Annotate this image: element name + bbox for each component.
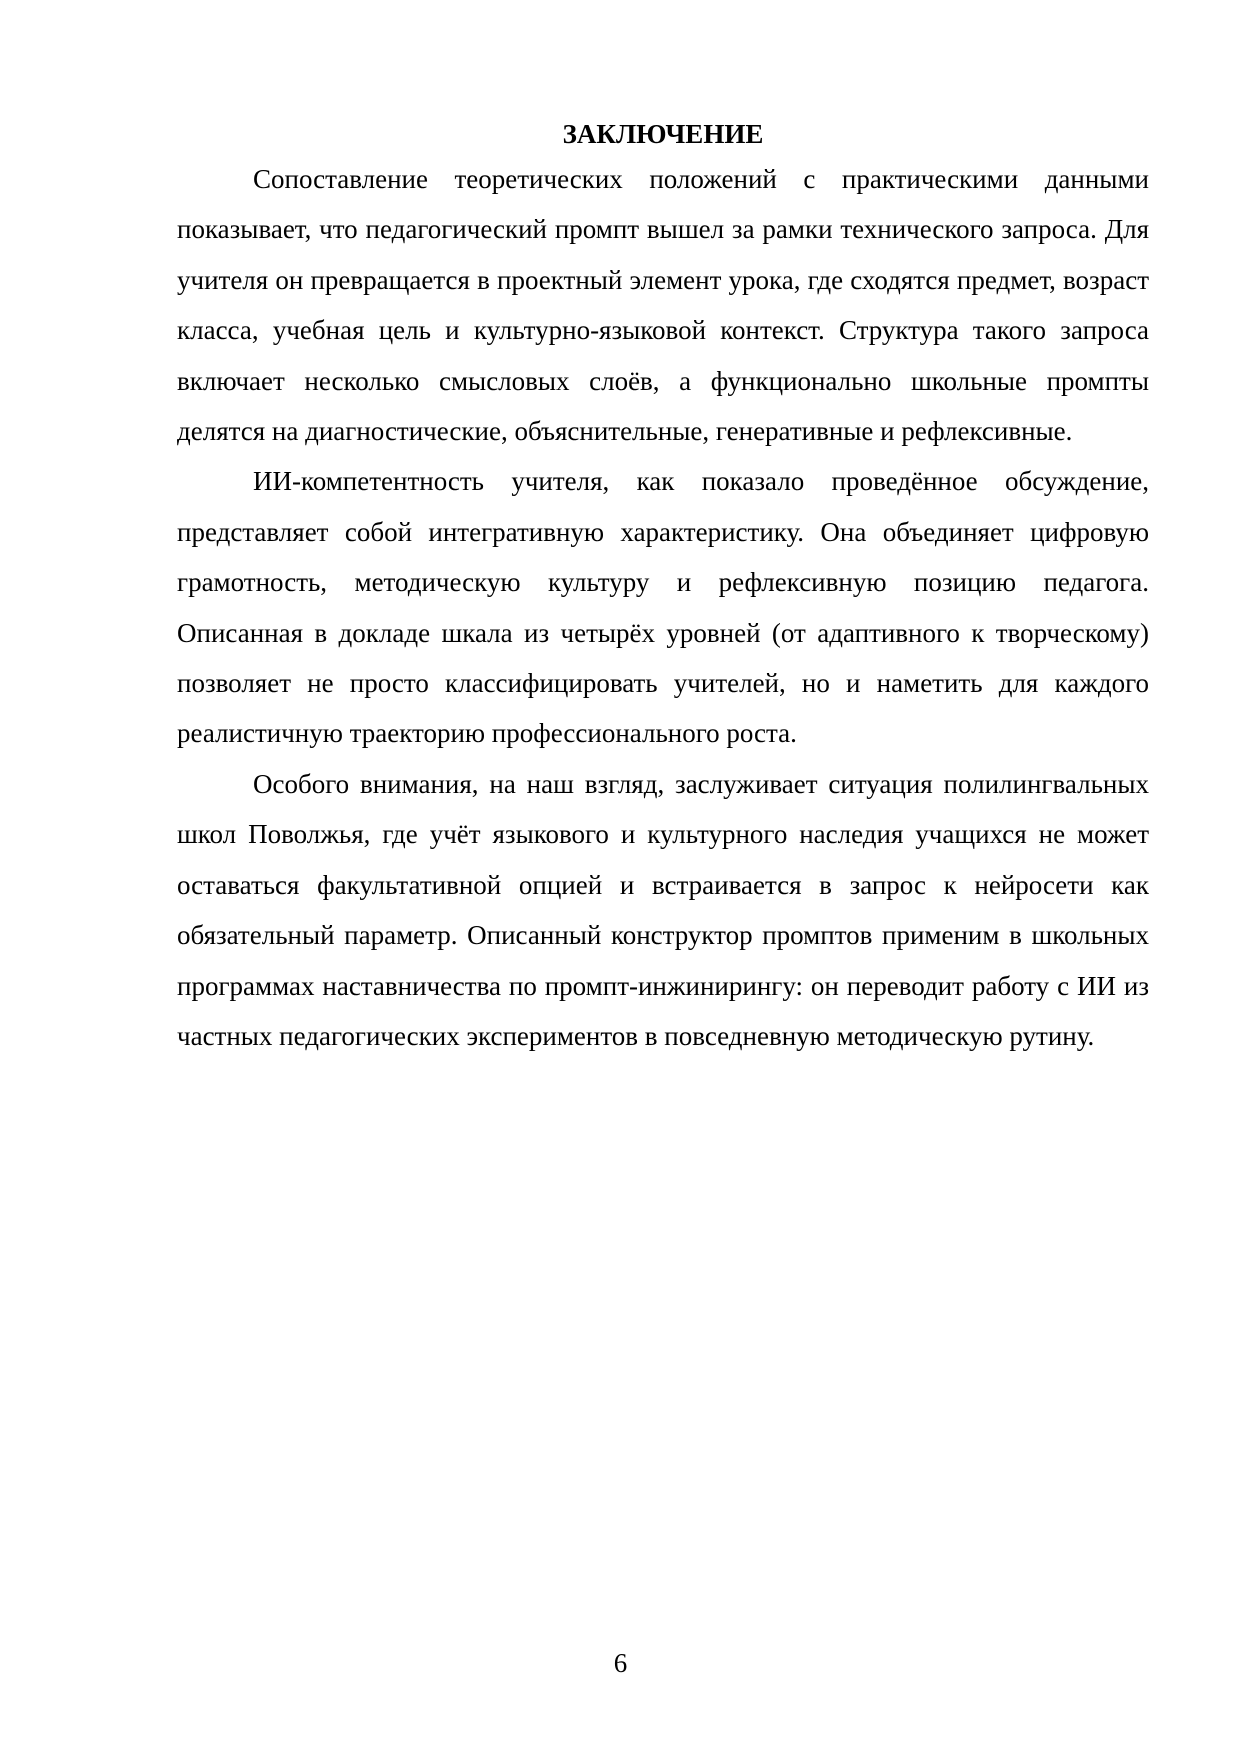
page-content <box>177 114 1149 1061</box>
section-heading: ЗАКЛЮЧЕНИЕ <box>562 119 764 149</box>
paragraph-2: ИИ-компетентность учителя, как показало проведённое обсуждение, представляет собой интегративную характеристику. Она объединяет цифровую грамотность, методическую культуру и рефлексивную позицию педагога. Описанная в докладе шкала из четырёх уровней (от адаптивного к творческому) позволяет не просто классифицировать учителей, но и наметить для каждого реалистичную траекторию профессионального роста. <box>177 466 1149 749</box>
paragraph-3: Особого внимания, на наш взгляд, заслуживает ситуация полилингвальных школ Поволжья, где учёт языкового и культурного наследия учащихся не может оставаться факультативной опцией и встраивается в запрос к нейросети как обязательный параметр. Описанный конструктор промптов применим в школьных программах наставничества по промпт-инжинирингу: он переводит работу с ИИ из частных педагогических экспериментов в повседневную методическую рутину. <box>177 768 1149 1051</box>
paragraph-1: Сопоставление теоретических положений с практическими данными показывает, что педагогический промпт вышел за рамки технического запроса. Для учителя он превращается в проектный элемент урока, где сходятся предмет, возраст класса, учебная цель и культурно-языковой контекст. Структура такого запроса включает несколько смысловых слоёв, а функционально школьные промпты делятся на диагностические, объяснительные, генеративные и рефлексивные. <box>177 164 1149 447</box>
page-number: 6 <box>613 1648 628 1678</box>
